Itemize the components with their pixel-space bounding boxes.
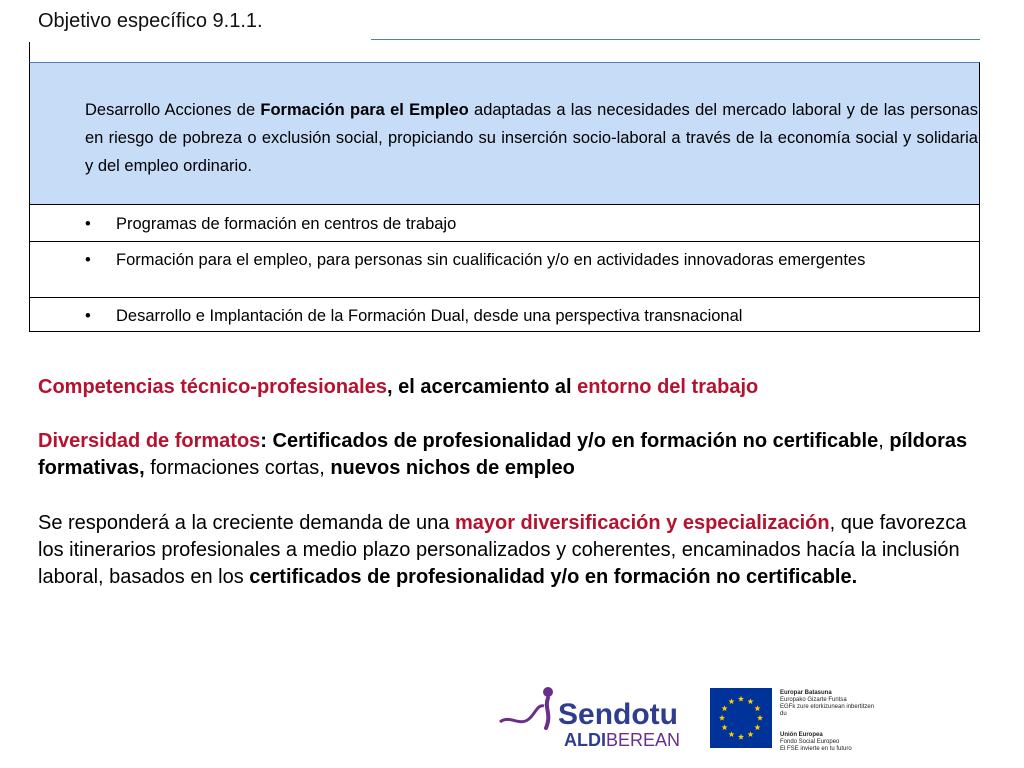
sendotu-logo	[498, 684, 698, 750]
sendotu-wordmark: Sendotu	[558, 698, 678, 731]
eu-caption-title-1: Europar Batasuna	[780, 690, 832, 696]
description-bold: Formación para el Empleo	[260, 101, 469, 119]
paragraph-diversidad	[38, 428, 968, 482]
highlight-competencias: Competencias técnico-profesionales	[38, 376, 387, 398]
header-divider	[371, 39, 980, 40]
sendotu-figure-head	[543, 687, 553, 697]
table-row	[30, 206, 979, 242]
text-formaciones: formaciones cortas,	[144, 457, 331, 479]
eu-caption-line: El FSE invierte en tu futuro	[780, 746, 852, 752]
description-post: adaptadas a las necesidades del mercado laboral y de las personas en riesgo de pobreza o exclusión social, propiciando su inserción socio-laboral a través de la economía social y solidaria y del empleo ordinario.	[85, 101, 978, 175]
paragraph-competencias	[38, 374, 968, 401]
text-comma: ,	[878, 430, 890, 452]
aldiberean-wordmark-1: ALDI	[564, 730, 606, 750]
text-nichos: nuevos nichos de empleo	[330, 457, 575, 479]
table-row	[30, 298, 979, 331]
aldiberean-wordmark-2: BEREAN	[606, 730, 681, 750]
text-certificados: : Certificados de profesionalidad y/o en formación no certificable	[260, 430, 879, 452]
highlight-diversificacion: mayor diversificación y especialización	[454, 512, 830, 534]
page-title: Objetivo específico 9.1.1.	[38, 10, 263, 32]
table-row-text: Desarrollo e Implantación de la Formación Dual, desde una perspectiva transnacional	[116, 307, 743, 325]
table-description-cell	[30, 63, 979, 205]
highlight-entorno: entorno del trabajo	[577, 376, 759, 398]
footer-logos	[498, 684, 875, 752]
text-demanda: Se responderá a la creciente demanda de una	[38, 512, 455, 534]
paragraph-demanda	[38, 510, 968, 591]
bullet-marker: •	[85, 215, 91, 233]
highlight-diversidad: Diversidad de formatos	[38, 430, 261, 452]
table-row	[30, 242, 979, 298]
eu-caption-line: Europako Gizarte Funtsa	[780, 697, 847, 703]
table-row-text: Formación para el empleo, para personas sin cualificación y/o en actividades innovadoras emergentes	[116, 251, 866, 269]
eu-flag-icon	[710, 688, 772, 748]
table-description-text	[85, 96, 978, 180]
text-pildoras: píldoras formativas,	[38, 430, 968, 479]
text-certificados-profesionalidad: certificados de profesionalidad y/o en formación no certificable.	[249, 566, 858, 588]
sendotu-figure-body	[546, 698, 548, 728]
eu-caption-line: EGFk zure etorkizunean inbertitzen du	[780, 704, 875, 717]
eu-caption-line: Fondo Social Europeo	[780, 739, 840, 745]
bullet-marker: •	[85, 307, 91, 325]
eu-caption-title-2: Unión Europea	[780, 732, 823, 738]
table-left-stub	[29, 42, 30, 62]
objective-table	[29, 42, 980, 332]
table-frame	[29, 62, 980, 332]
bullet-marker: •	[85, 251, 91, 269]
table-row-text: Programas de formación en centros de trabajo	[116, 215, 457, 233]
description-pre: Desarrollo Acciones de	[85, 101, 261, 119]
text-itinerarios: , que favorezca los itinerarios profesionales a medio plazo personalizados y coherentes, encaminados hacía la inclusión laboral, basados en los	[38, 512, 967, 588]
eu-caption	[780, 690, 880, 753]
sendotu-swoosh	[500, 706, 544, 722]
text-acercamiento: , el acercamiento al	[386, 376, 578, 398]
